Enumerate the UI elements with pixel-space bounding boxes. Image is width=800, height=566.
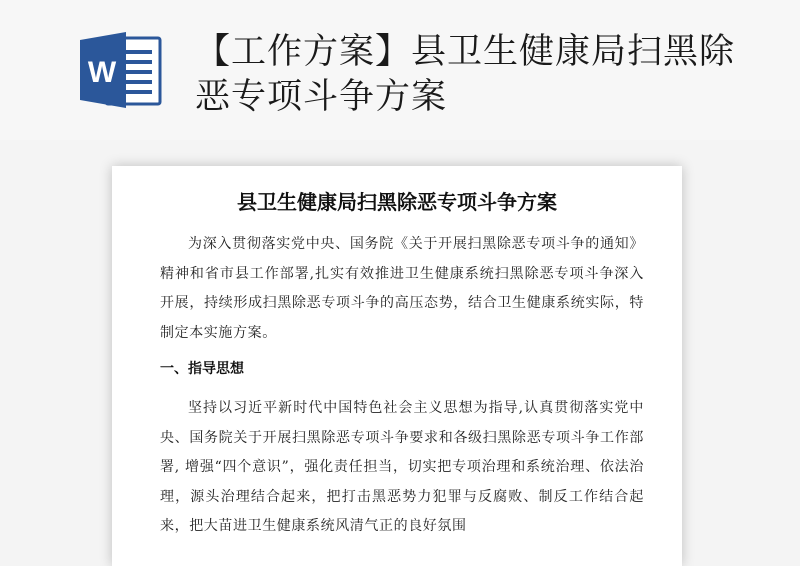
section-heading: 一、指导思想 <box>160 361 244 377</box>
document-paragraph-intro: 为深入贯彻落实党中央、国务院《关于开展扫黑除恶专项斗争的通知》精神和省市县工作部署,扎实有效推进卫生健康系统扫黑除恶专项斗争深入开展，持续形成扫黑除恶专项斗争的高压态势，结合卫生健康系统实际，特制定本实施方案。 <box>160 236 644 341</box>
document-paragraph-guiding: 坚持以习近平新时代中国特色社会主义思想为指导,认真贯彻落实党中央、国务院关于开展扫黑除恶专项斗争要求和各级扫黑除恶专项斗争工作部署, 增强“四个意识”，强化责任担当，切实把专项治理和系统治理、依法治理，源头治理结合起来，把打击黑恶势力犯罪与反腐败、制反工作结合起来，把大苗进卫生健康系统风清气正的良好氛围 <box>160 400 644 534</box>
word-document-icon <box>80 30 162 110</box>
document-page <box>112 166 682 566</box>
header-banner <box>0 0 800 140</box>
word-logo-letter: W <box>87 56 117 89</box>
page-title: 【工作方案】县卫生健康局扫黑除恶专项斗争方案 <box>195 32 736 117</box>
document-title: 县卫生健康局扫黑除恶专项斗争方案 <box>237 190 557 214</box>
